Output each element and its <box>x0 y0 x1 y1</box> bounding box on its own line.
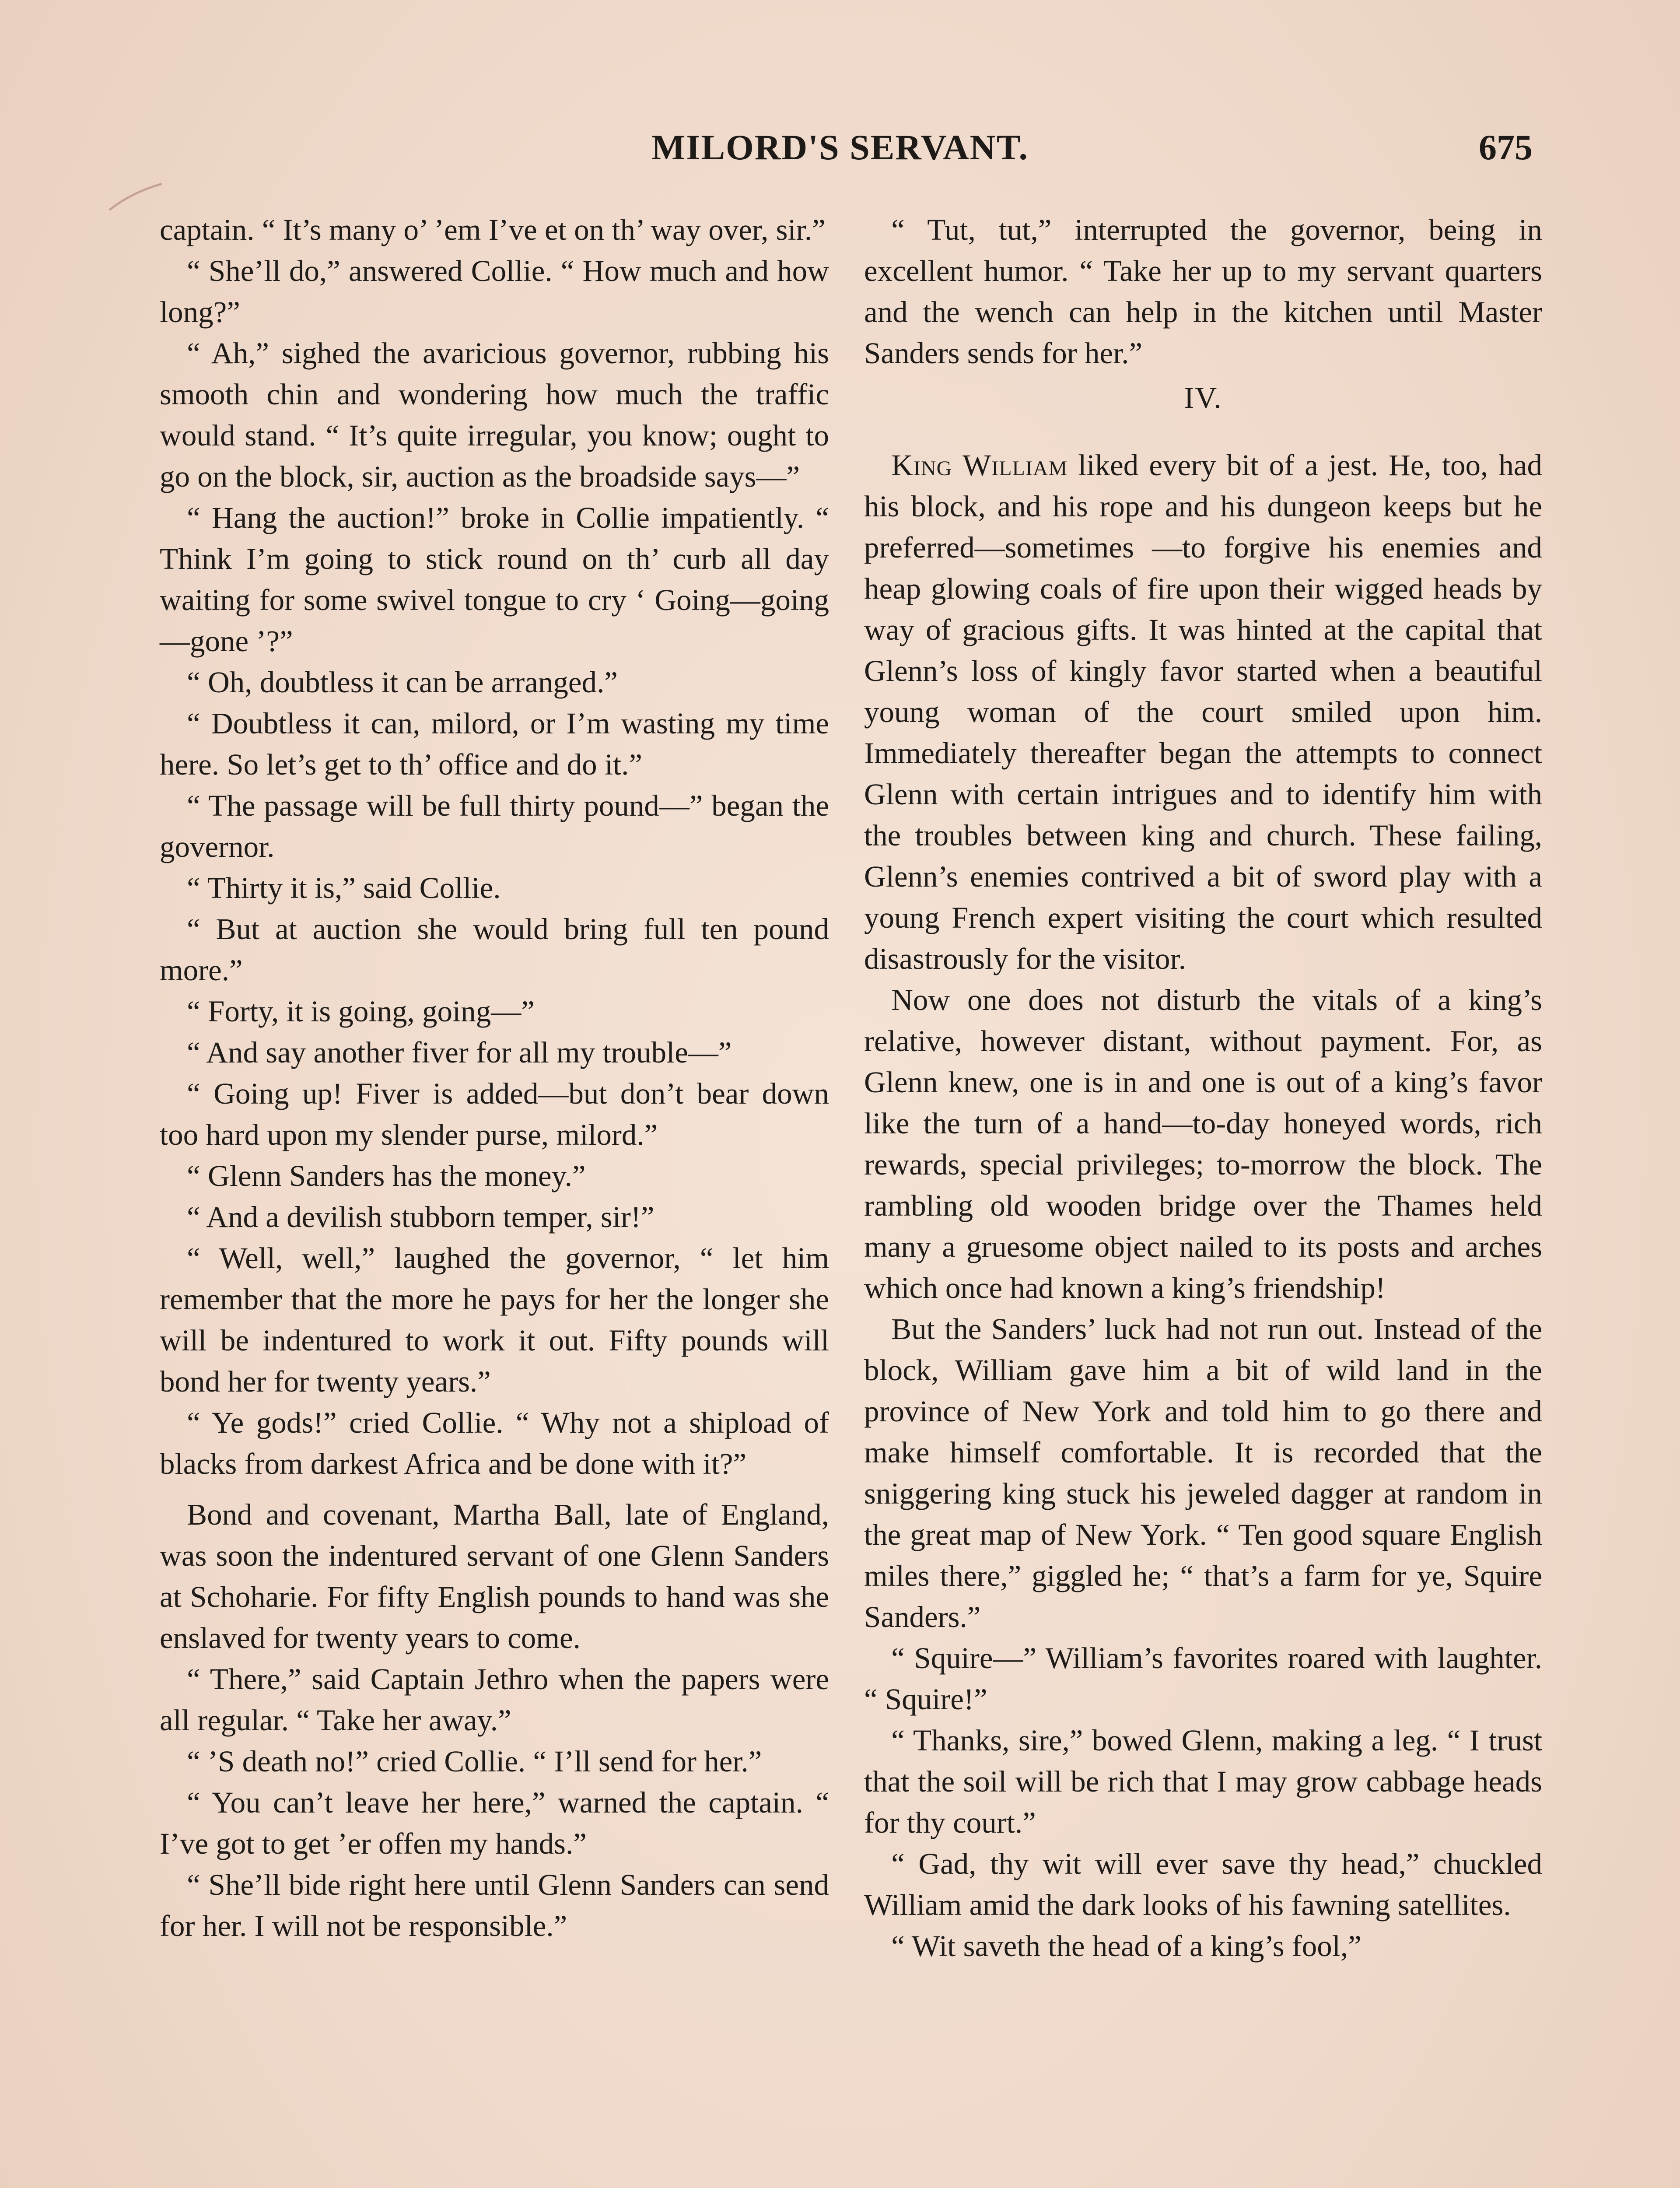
paragraph: “ Ye gods!” cried Collie. “ Why not a shipload of blacks from darkest Africa and be done with it?” <box>160 1406 829 1480</box>
paragraph: “ There,” said Captain Jethro when the papers were all regular. “ Take her away.” <box>160 1662 829 1737</box>
paragraph: “ And say another fiver for all my trouble—” <box>187 1036 732 1069</box>
paragraph: “ Thanks, sire,” bowed Glenn, making a leg. “ I trust that the soil will be rich that I may grow cabbage heads for thy court.” <box>864 1724 1542 1839</box>
paragraph-body: liked every bit of a jest. He, too, had his block, and his rope and his dungeon keeps but he preferred—sometimes —to forgive his enemies and heap glowing coals of fire upon their wigged heads by way of gracious gifts. It was hinted at the capital that Glenn’s loss of kingly favor started when a beautiful young woman of the court smiled upon him. Immediately thereafter began the attempts to connect Glenn with certain intrigues and to identify him with the troubles between king and church. These failing, Glenn’s enemies contrived a bit of sword play with a young French expert visiting the court which resulted disastrously for the visitor. <box>864 449 1542 975</box>
paragraph: “ And a devilish stubborn temper, sir!” <box>187 1200 654 1234</box>
section-opening-paragraph <box>864 445 1542 979</box>
paragraph: “ ’S death no!” cried Collie. “ I’ll send for her.” <box>187 1745 762 1778</box>
paragraph: “ Going up! Fiver is added—but don’t bear down too hard upon my slender purse, milord.” <box>160 1077 829 1151</box>
paragraph: “ Doubtless it can, milord, or I’m wasting my time here. So let’s get to th’ office and do it.” <box>160 707 829 781</box>
paragraph: “ Well, well,” laughed the governor, “ let him remember that the more he pays for her the longer she will be indentured to work it out. Fifty pounds will bond her for twenty years.” <box>160 1241 829 1398</box>
paragraph: “ She’ll do,” answered Collie. “ How much and how long?” <box>160 254 829 329</box>
paragraph: Now one does not disturb the vitals of a king’s relative, however distant, without payment. For, as Glenn knew, one is in and one is out of a king’s favor like the turn of a hand—to-day honeyed words, rich rewards, special privileges; to-morrow the block. The rambling old wooden bridge over the Thames held many a gruesome object nailed to its posts and arches which once had known a king’s friendship! <box>864 983 1542 1304</box>
paragraph: “ Ah,” sighed the avaricious governor, rubbing his smooth chin and wondering how much the traffic would stand. “ It’s quite irregular, you know; ought to go on the block, sir, auction as the broadside says—” <box>160 337 829 493</box>
paragraph: “ She’ll bide right here until Glenn Sanders can send for her. I will not be responsible.” <box>160 1868 829 1943</box>
small-caps-lead: King William <box>891 449 1068 482</box>
paragraph: “ Squire—” William’s favorites roared with laughter. “ Squire!” <box>864 1641 1542 1716</box>
paragraph: “ Oh, doubtless it can be arranged.” <box>187 666 618 699</box>
left-column <box>160 209 829 1946</box>
paragraph: But the Sanders’ luck had not run out. Instead of the block, William gave him a bit of wild land in the province of New York and told him to go there and make himself comfortable. It is recorded that the sniggering king stuck his jeweled dagger at random in the great map of New York. “ Ten good square English miles there,” giggled he; “ that’s a farm for ye, Squire Sanders.” <box>864 1312 1542 1634</box>
right-column <box>864 209 1542 1967</box>
page-number: 675 <box>1479 127 1533 167</box>
pencil-mark <box>105 179 166 214</box>
paragraph: “ You can’t leave her here,” warned the captain. “ I’ve got to get ’er offen my hands.” <box>160 1786 829 1860</box>
running-title: MILORD'S SERVANT. <box>651 127 1029 167</box>
paragraph: captain. “ It’s many o’ ’em I’ve et on th’ way over, sir.” <box>160 213 826 246</box>
paragraph: “ Thirty it is,” said Collie. <box>187 871 501 905</box>
paragraph: “ Hang the auction!” broke in Collie impatiently. “ Think I’m going to stick round on th’ curb all day waiting for some swivel tongue to cry ‘ Going—going—gone ’?” <box>160 501 829 658</box>
paragraph: “ Glenn Sanders has the money.” <box>187 1159 586 1192</box>
paragraph: “ Wit saveth the head of a king’s fool,” <box>891 1929 1362 1963</box>
paragraph: Bond and covenant, Martha Ball, late of England, was soon the indentured servant of one Glenn Sanders at Schoharie. For fifty English pounds to hand was she enslaved for twenty years to come. <box>160 1498 829 1655</box>
paragraph: “ But at auction she would bring full ten pound more.” <box>160 912 829 987</box>
paragraph: “ Tut, tut,” interrupted the governor, being in excellent humor. “ Take her up to my servant quarters and the wench can help in the kitchen until Master Sanders sends for her.” <box>864 213 1542 370</box>
section-heading: IV. <box>1184 381 1222 414</box>
paragraph: “ Gad, thy wit will ever save thy head,” chuckled William amid the dark looks of his fawning satellites. <box>864 1847 1542 1922</box>
paragraph: “ Forty, it is going, going—” <box>187 995 535 1028</box>
paragraph: “ The passage will be full thirty pound—” began the governor. <box>160 789 829 863</box>
